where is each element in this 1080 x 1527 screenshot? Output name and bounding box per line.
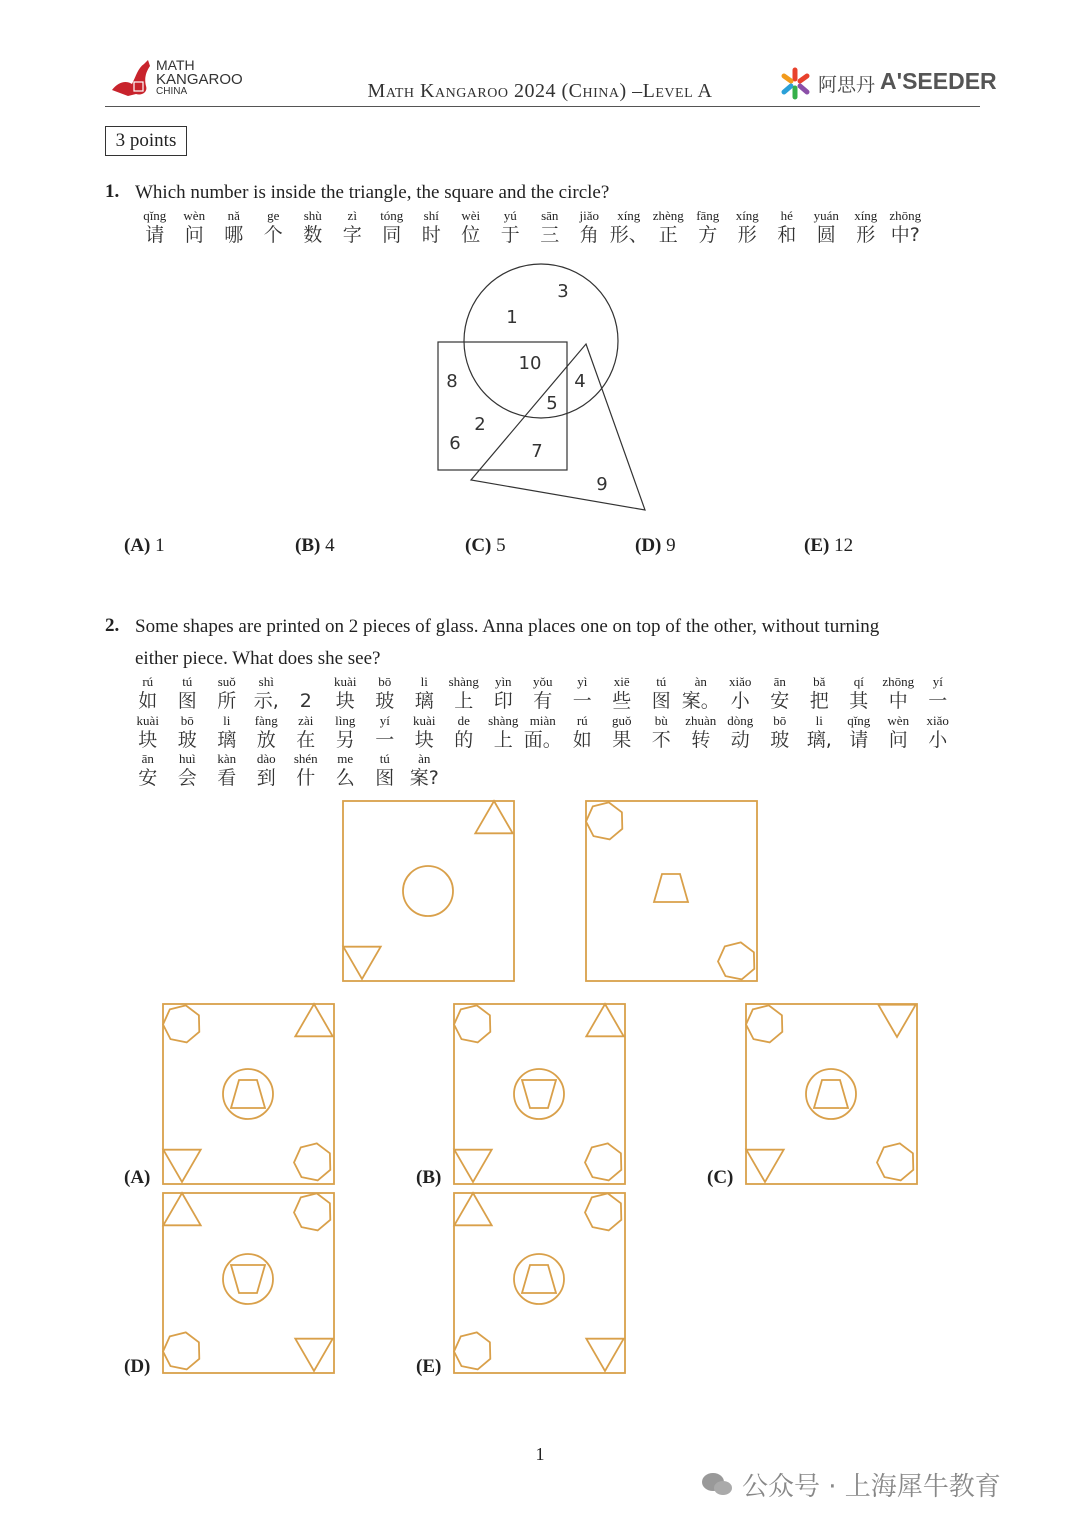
- heptagon-shape: [877, 1143, 913, 1180]
- hanzi-text: 璃: [414, 690, 434, 712]
- pinyin-cell: [214, 208, 254, 247]
- pinyin-text: bō: [773, 713, 787, 728]
- hanzi-text: 图: [375, 767, 395, 789]
- pinyin-text: bǎ: [813, 674, 826, 689]
- hanzi-text: 块: [414, 729, 434, 751]
- pinyin-text: shàng: [448, 674, 479, 689]
- hanzi-text: 形、: [609, 224, 648, 246]
- pinyin-text: tú: [656, 674, 667, 689]
- logo-text-math: MATH: [156, 57, 195, 73]
- venn-number: 10: [518, 353, 542, 374]
- venn-number: 9: [596, 474, 608, 495]
- pinyin-text: àn: [694, 674, 707, 689]
- pinyin-text: suǒ: [217, 674, 236, 689]
- pinyin-text: àn: [418, 751, 431, 766]
- pinyin-text: jiǎo: [579, 208, 599, 223]
- triangle-down-shape: [454, 1150, 491, 1182]
- hanzi-text: 放: [256, 729, 276, 751]
- trapezoid-shape: [814, 1080, 848, 1108]
- pinyin-text: hé: [780, 208, 793, 223]
- pinyin-text: yǒu: [533, 674, 553, 689]
- pinyin-cell: [293, 208, 333, 247]
- pinyin-cell: [721, 674, 761, 713]
- q2-option-e[interactable]: (E): [416, 1356, 442, 1377]
- hanzi-text: 块: [138, 729, 158, 751]
- hanzi-text: 问: [888, 729, 908, 751]
- pinyin-text: xíng: [735, 208, 759, 223]
- pinyin-cell: [247, 751, 287, 790]
- pinyin-cell: [254, 208, 294, 247]
- venn-number: 6: [449, 433, 461, 454]
- circle-shape: [223, 1069, 273, 1119]
- pinyin-cell: [365, 751, 405, 790]
- pinyin-cell: [405, 674, 445, 713]
- pinyin-cell: [405, 751, 445, 790]
- points-label: 3 points: [105, 126, 187, 156]
- pinyin-cell: [135, 208, 175, 247]
- pinyin-text: xiē: [613, 674, 630, 689]
- pinyin-text: shì: [258, 674, 274, 689]
- heptagon-shape: [585, 1193, 621, 1230]
- venn-number: 1: [506, 307, 518, 328]
- pinyin-text: shí: [423, 208, 439, 223]
- pinyin-text: li: [420, 674, 428, 689]
- trapezoid-shape: [522, 1080, 556, 1108]
- hanzi-text: 到: [256, 767, 276, 789]
- pinyin-text: me: [337, 751, 354, 766]
- q1-venn-diagram: [430, 258, 670, 520]
- hanzi-text: 另: [335, 729, 355, 751]
- hanzi-text: 上: [493, 729, 513, 751]
- hanzi-text: 玻: [770, 729, 790, 751]
- pinyin-cell: [530, 208, 570, 247]
- pinyin-text: zhōng: [889, 208, 922, 223]
- pinyin-cell: [563, 674, 603, 713]
- hanzi-text: 动: [730, 729, 750, 751]
- hanzi-text: 璃,: [806, 729, 832, 751]
- q2-option-c[interactable]: (C): [707, 1167, 734, 1188]
- venn-number: 5: [546, 393, 558, 414]
- hanzi-text: 璃: [217, 729, 237, 751]
- venn-number: 2: [474, 414, 486, 435]
- pinyin-text: kàn: [217, 751, 237, 766]
- hanzi-text: 安: [138, 767, 158, 789]
- watermark-text: 公众号 · 上海犀牛教育: [742, 1471, 1001, 1502]
- heptagon-shape: [163, 1332, 199, 1369]
- glass-square: [163, 1004, 334, 1184]
- pinyin-cell: [333, 208, 373, 247]
- pinyin-cell: [168, 751, 208, 790]
- pinyin-cell: [168, 674, 208, 713]
- hanzi-text: 一: [928, 690, 948, 712]
- pinyin-cell: [609, 208, 649, 247]
- pinyin-cell: [681, 713, 721, 752]
- pinyin-cell: [444, 674, 484, 713]
- pinyin-cell: [286, 674, 326, 713]
- pinyin-cell: [286, 751, 326, 790]
- triangle-down-shape: [295, 1339, 332, 1371]
- q2-glass-figures: [0, 790, 1080, 1390]
- circle-shape: [514, 1254, 564, 1304]
- pinyin-cell: [760, 674, 800, 713]
- triangle-shape: [471, 344, 645, 510]
- pinyin-cell: [444, 713, 484, 752]
- pinyin-text: bō: [378, 674, 392, 689]
- pinyin-text: bù: [654, 713, 668, 728]
- hanzi-text: 转: [691, 729, 711, 751]
- pinyin-text: miàn: [529, 713, 556, 728]
- hanzi-text: 数: [303, 224, 323, 246]
- hanzi-text: 2: [299, 690, 312, 712]
- pinyin-cell: [879, 713, 919, 752]
- q1-option-a[interactable]: (A) 1: [124, 535, 165, 556]
- pinyin-text: bō: [180, 713, 194, 728]
- q2-pinyin-row-1: [128, 674, 958, 713]
- pinyin-text: wèn: [887, 713, 910, 728]
- hanzi-text: 玻: [375, 690, 395, 712]
- page-number: 1: [535, 1444, 545, 1464]
- hanzi-text: 其: [849, 690, 869, 712]
- pinyin-text: ge: [267, 208, 280, 223]
- hanzi-text: 一: [572, 690, 592, 712]
- hanzi-text: 时: [421, 224, 441, 246]
- hanzi-text: 位: [461, 224, 481, 246]
- circle-shape: [464, 264, 618, 418]
- triangle-up-shape: [586, 1004, 623, 1036]
- hanzi-text: 果: [612, 729, 632, 751]
- pinyin-cell: [846, 208, 886, 247]
- hanzi-text: 玻: [177, 729, 197, 751]
- q1-number: 1.: [105, 181, 120, 202]
- pinyin-cell: [602, 713, 642, 752]
- trapezoid-shape: [654, 874, 688, 902]
- pinyin-cell: [728, 208, 768, 247]
- heptagon-shape: [454, 1332, 490, 1369]
- pinyin-cell: [800, 713, 840, 752]
- hanzi-text: 角: [579, 224, 599, 246]
- hanzi-text: 图: [651, 690, 671, 712]
- pinyin-text: fàng: [254, 713, 278, 728]
- pinyin-cell: [886, 208, 926, 247]
- pinyin-text: kuài: [334, 674, 357, 689]
- pinyin-cell: [484, 713, 524, 752]
- pinyin-text: yí: [932, 674, 943, 689]
- pinyin-cell: [365, 713, 405, 752]
- pinyin-cell: [839, 713, 879, 752]
- hanzi-text: 上: [454, 690, 474, 712]
- pinyin-cell: [523, 713, 563, 752]
- pinyin-text: tú: [379, 751, 390, 766]
- q1-option-e[interactable]: (E) 12: [804, 535, 854, 556]
- pinyin-text: dòng: [727, 713, 754, 728]
- triangle-up-shape: [295, 1004, 332, 1036]
- heptagon-shape: [746, 1005, 782, 1042]
- hanzi-text: 一: [375, 729, 395, 751]
- hanzi-text: 于: [500, 224, 520, 246]
- hanzi-text: 示,: [253, 690, 279, 712]
- q2-option-d[interactable]: (D): [124, 1356, 151, 1377]
- pinyin-cell: [767, 208, 807, 247]
- hanzi-text: 安: [770, 690, 790, 712]
- hanzi-text: 些: [612, 690, 632, 712]
- hanzi-text: 案?: [409, 767, 439, 789]
- glass-square: [343, 801, 514, 981]
- q2-option-a[interactable]: (A): [124, 1167, 151, 1188]
- pinyin-text: zhèng: [652, 208, 684, 223]
- hanzi-text: 正: [658, 224, 678, 246]
- heptagon-shape: [454, 1005, 490, 1042]
- hanzi-text: 么: [335, 767, 355, 789]
- pinyin-text: ān: [773, 674, 786, 689]
- triangle-up-shape: [475, 801, 512, 833]
- q2-pinyin-row-3: [128, 751, 444, 790]
- hanzi-text: 哪: [224, 224, 244, 246]
- pinyin-cell: [642, 674, 682, 713]
- pinyin-cell: [247, 713, 287, 752]
- hanzi-text: 案。: [681, 690, 720, 712]
- trapezoid-shape: [522, 1265, 556, 1293]
- hanzi-text: 如: [138, 690, 158, 712]
- triangle-down-shape: [343, 947, 380, 979]
- header-title: Math Kangaroo 2024 (China) –Level A: [367, 80, 713, 102]
- hanzi-text: 的: [454, 729, 474, 751]
- triangle-up-shape: [454, 1193, 491, 1225]
- triangle-up-shape: [163, 1193, 200, 1225]
- pinyin-text: xíng: [617, 208, 641, 223]
- pinyin-text: tóng: [380, 208, 404, 223]
- hanzi-text: 中: [888, 690, 908, 712]
- pinyin-text: yuán: [813, 208, 839, 223]
- pinyin-text: yìn: [494, 674, 512, 689]
- hanzi-text: 方: [698, 224, 718, 246]
- pinyin-cell: [286, 713, 326, 752]
- pinyin-cell: [412, 208, 452, 247]
- pinyin-cell: [168, 713, 208, 752]
- pinyin-text: sān: [541, 208, 559, 223]
- hanzi-text: 什: [296, 767, 316, 789]
- venn-number: 8: [446, 371, 458, 392]
- pinyin-text: wèn: [183, 208, 206, 223]
- heptagon-shape: [163, 1005, 199, 1042]
- hanzi-text: 如: [572, 729, 592, 751]
- watermark: [700, 1464, 1060, 1504]
- pinyin-text: rú: [576, 713, 588, 728]
- triangle-down-shape: [746, 1150, 783, 1182]
- pinyin-cell: [523, 674, 563, 713]
- pinyin-cell: [879, 674, 919, 713]
- hanzi-text: 不: [651, 729, 671, 751]
- glass-square: [746, 1004, 917, 1184]
- hanzi-text: 问: [184, 224, 204, 246]
- pinyin-text: de: [457, 713, 470, 728]
- pinyin-cell: [721, 713, 761, 752]
- q2-number: 2.: [105, 615, 120, 636]
- glass-square: [163, 1193, 334, 1373]
- pinyin-cell: [207, 713, 247, 752]
- hanzi-text: 请: [145, 224, 165, 246]
- pinyin-cell: [807, 208, 847, 247]
- circle-shape: [806, 1069, 856, 1119]
- glass-square: [454, 1004, 625, 1184]
- hanzi-text: 中?: [890, 224, 920, 246]
- logo-text-kangaroo: KANGAROO: [156, 71, 243, 88]
- q1-option-d[interactable]: (D) 9: [635, 535, 676, 556]
- q1-option-c[interactable]: (C) 5: [465, 535, 506, 556]
- pinyin-text: zhōng: [882, 674, 915, 689]
- pinyin-text: shù: [303, 208, 322, 223]
- pinyin-text: zì: [347, 208, 357, 223]
- hanzi-text: 三: [540, 224, 560, 246]
- pinyin-text: tú: [182, 674, 193, 689]
- pinyin-text: xiǎo: [729, 674, 752, 689]
- glass-square: [586, 801, 757, 981]
- hanzi-text: 所: [217, 690, 237, 712]
- pinyin-cell: [207, 674, 247, 713]
- pinyin-text: zài: [298, 713, 314, 728]
- hanzi-text: 请: [849, 729, 869, 751]
- hanzi-text: 块: [335, 690, 355, 712]
- pinyin-cell: [602, 674, 642, 713]
- pinyin-cell: [649, 208, 689, 247]
- q2-option-b[interactable]: (B): [416, 1167, 442, 1188]
- pinyin-cell: [247, 674, 287, 713]
- pinyin-text: li: [815, 713, 823, 728]
- pinyin-text: huì: [178, 751, 196, 766]
- pinyin-cell: [642, 713, 682, 752]
- pinyin-cell: [491, 208, 531, 247]
- pinyin-cell: [372, 208, 412, 247]
- circle-shape: [514, 1069, 564, 1119]
- q2-text-line2: either piece. What does she see?: [135, 648, 381, 669]
- triangle-down-shape: [878, 1005, 915, 1037]
- hanzi-text: 看: [217, 767, 237, 789]
- aseeder-cn-text: 阿思丹: [818, 74, 876, 96]
- pinyin-text: xíng: [854, 208, 878, 223]
- circle-shape: [403, 866, 453, 916]
- pinyin-text: yí: [379, 713, 390, 728]
- heptagon-shape: [294, 1193, 330, 1230]
- heptagon-shape: [294, 1143, 330, 1180]
- hanzi-text: 把: [809, 690, 829, 712]
- pinyin-cell: [128, 713, 168, 752]
- pinyin-cell: [681, 674, 721, 713]
- pinyin-cell: [326, 751, 366, 790]
- pinyin-text: zhuàn: [685, 713, 717, 728]
- hanzi-text: 有: [533, 690, 553, 712]
- pinyin-text: yú: [503, 208, 517, 223]
- glass-square: [454, 1193, 625, 1373]
- hanzi-text: 字: [342, 224, 362, 246]
- pinyin-text: wèi: [461, 208, 481, 223]
- heptagon-shape: [585, 1143, 621, 1180]
- aseeder-logo: [778, 66, 997, 102]
- pinyin-text: fāng: [696, 208, 720, 223]
- pinyin-text: qǐng: [143, 208, 167, 223]
- q2-pinyin-row-2: [128, 713, 958, 752]
- triangle-down-shape: [586, 1339, 623, 1371]
- q1-option-b[interactable]: (B) 4: [295, 535, 335, 556]
- hanzi-text: 和: [777, 224, 797, 246]
- hanzi-text: 面。: [523, 729, 562, 751]
- heptagon-shape: [586, 802, 622, 839]
- pinyin-text: yì: [577, 674, 588, 689]
- hanzi-text: 小: [730, 690, 750, 712]
- pinyin-cell: [405, 713, 445, 752]
- trapezoid-shape: [231, 1265, 265, 1293]
- pinyin-text: kuài: [136, 713, 159, 728]
- pinyin-cell: [563, 713, 603, 752]
- pinyin-cell: [918, 713, 958, 752]
- pinyin-cell: [570, 208, 610, 247]
- pinyin-text: qí: [853, 674, 864, 689]
- q1-pinyin-row: [135, 208, 925, 247]
- pinyin-cell: [451, 208, 491, 247]
- heptagon-shape: [718, 942, 754, 979]
- pinyin-cell: [207, 751, 247, 790]
- q1-text: Which number is inside the triangle, the square and the circle?: [135, 182, 610, 203]
- pinyin-text: kuài: [413, 713, 436, 728]
- hanzi-text: 小: [928, 729, 948, 751]
- q2-text-line1: Some shapes are printed on 2 pieces of glass. Anna places one on top of the other, without turning: [135, 616, 880, 637]
- hanzi-text: 印: [493, 690, 513, 712]
- pinyin-cell: [800, 674, 840, 713]
- pinyin-cell: [326, 713, 366, 752]
- aseeder-star-icon: [778, 66, 812, 100]
- pinyin-cell: [128, 751, 168, 790]
- pinyin-text: ān: [141, 751, 154, 766]
- venn-number: 3: [557, 281, 569, 302]
- pinyin-cell: [918, 674, 958, 713]
- pinyin-cell: [760, 713, 800, 752]
- triangle-down-shape: [163, 1150, 200, 1182]
- aseeder-en-text: A'SEEDER: [880, 68, 997, 94]
- pinyin-text: xiǎo: [926, 713, 949, 728]
- pinyin-text: rú: [142, 674, 154, 689]
- hanzi-text: 图: [177, 690, 197, 712]
- pinyin-text: shàng: [488, 713, 519, 728]
- venn-number: 4: [574, 371, 586, 392]
- pinyin-text: nǎ: [227, 208, 240, 223]
- logo-text-china: CHINA: [156, 86, 188, 97]
- hanzi-text: 形: [856, 224, 876, 246]
- pinyin-text: dào: [256, 751, 276, 766]
- pinyin-cell: [128, 674, 168, 713]
- hanzi-text: 在: [296, 729, 316, 751]
- pinyin-text: lìng: [335, 713, 356, 728]
- pinyin-cell: [365, 674, 405, 713]
- trapezoid-shape: [231, 1080, 265, 1108]
- pinyin-cell: [326, 674, 366, 713]
- pinyin-text: li: [223, 713, 231, 728]
- pinyin-cell: [484, 674, 524, 713]
- pinyin-text: shén: [293, 751, 318, 766]
- hanzi-text: 圆: [816, 224, 836, 246]
- header-rule: [105, 106, 980, 107]
- circle-shape: [223, 1254, 273, 1304]
- pinyin-cell: [175, 208, 215, 247]
- hanzi-text: 会: [177, 767, 197, 789]
- pinyin-cell: [839, 674, 879, 713]
- hanzi-text: 个: [263, 224, 283, 246]
- pinyin-cell: [688, 208, 728, 247]
- venn-number: 7: [531, 441, 543, 462]
- pinyin-text: qǐng: [847, 713, 871, 728]
- hanzi-text: 同: [382, 224, 402, 246]
- hanzi-text: 形: [737, 224, 757, 246]
- pinyin-text: guǒ: [612, 713, 632, 728]
- wechat-icon: [700, 1470, 734, 1498]
